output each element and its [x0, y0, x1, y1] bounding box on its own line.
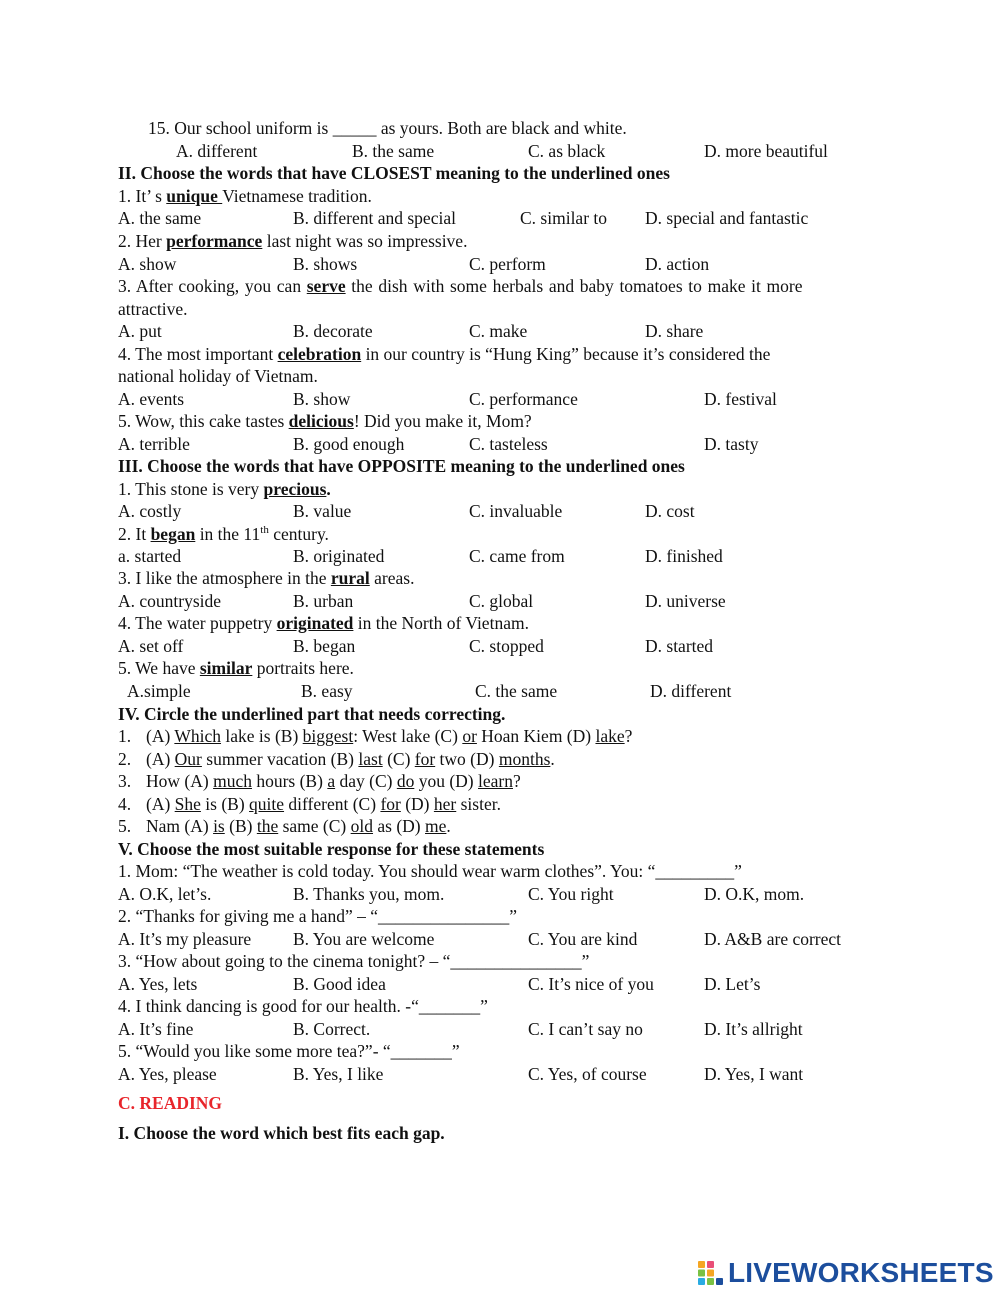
s4-q2-part-b[interactable]: last: [358, 749, 383, 769]
s3-q4-option-c[interactable]: C. stopped: [469, 636, 544, 656]
s5-q4-option-b[interactable]: B. Correct.: [293, 1019, 371, 1039]
s2-q1-stem: 1. It’ s unique Vietnamese tradition.: [118, 186, 372, 206]
s2-q1-option-a[interactable]: A. the same: [118, 208, 202, 228]
s4-q4-part-c[interactable]: for: [380, 794, 401, 814]
s2-q3-underlined-word: serve: [306, 276, 346, 296]
q15-option-b[interactable]: B. the same: [352, 141, 435, 161]
s2-q3-stem: 3. After cooking, you can serve the dish with some herbals and baby tomatoes to make it more: [118, 276, 803, 296]
s3-q1-stem: 1. This stone is very precious.: [118, 479, 331, 499]
q15-option-d[interactable]: D. more beautiful: [704, 141, 828, 161]
s5-q3-option-a[interactable]: A. Yes, lets: [118, 974, 198, 994]
s2-q2-option-d[interactable]: D. action: [645, 254, 710, 274]
s5-q1-option-a[interactable]: A. O.K, let’s.: [118, 884, 212, 904]
s5-q3-stem: 3. “How about going to the cinema tonight? – “_______________”: [118, 951, 590, 971]
s4-q5-sentence: 5. Nam (A) is (B) the same (C) old as (D) me.: [118, 816, 451, 836]
s4-q4-sentence: 4. (A) She is (B) quite different (C) for (D) her sister.: [118, 794, 501, 814]
s5-q2-option-a[interactable]: A. It’s my pleasure: [118, 929, 252, 949]
q15-option-c[interactable]: C. as black: [528, 141, 606, 161]
s4-q5-part-d[interactable]: me: [425, 816, 447, 836]
s2-q5-option-b[interactable]: B. good enough: [293, 434, 405, 454]
s3-q3-option-c[interactable]: C. global: [469, 591, 534, 611]
s4-q2-part-a[interactable]: Our: [174, 749, 202, 769]
q15-option-a[interactable]: A. different: [176, 141, 258, 161]
liveworksheets-logo: [697, 1258, 994, 1288]
s3-q4-underlined-word: originated: [276, 613, 354, 633]
s4-q3-sentence: 3. How (A) much hours (B) a day (C) do you (D) learn?: [118, 771, 521, 791]
s3-q4-stem: 4. The water puppetry originated in the North of Vietnam.: [118, 613, 529, 633]
s2-q4-option-a[interactable]: A. events: [118, 389, 185, 409]
s5-q2-option-c[interactable]: C. You are kind: [528, 929, 638, 949]
s5-q1-stem: 1. Mom: “The weather is cold today. You should wear warm clothes”. You: “_________”: [118, 861, 742, 881]
s5-q3-option-d[interactable]: D. Let’s: [704, 974, 761, 994]
s2-q4-stem-continued: national holiday of Vietnam.: [118, 366, 318, 386]
s2-q2-option-b[interactable]: B. shows: [293, 254, 358, 274]
s4-q1-sentence: 1. (A) Which lake is (B) biggest: West lake (C) or Hoan Kiem (D) lake?: [118, 726, 633, 746]
s2-q4-stem: 4. The most important celebration in our country is “Hung King” because it’s considered the: [118, 344, 771, 364]
s3-q3-underlined-word: rural: [330, 568, 370, 588]
s5-q4-option-a[interactable]: A. It’s fine: [118, 1019, 194, 1039]
s2-q5-option-a[interactable]: A. terrible: [118, 434, 190, 454]
s3-q1-underlined-word: precious: [263, 479, 327, 499]
s2-q1-underlined-word: unique: [166, 186, 223, 206]
s5-q3-option-c[interactable]: C. It’s nice of you: [528, 974, 654, 994]
s3-q2-underlined-word: began: [150, 524, 196, 544]
s3-q1-option-d[interactable]: D. cost: [645, 501, 695, 521]
s2-q2-option-a[interactable]: A. show: [118, 254, 177, 274]
s5-q1-option-d[interactable]: D. O.K, mom.: [704, 884, 805, 904]
s3-q1-option-a[interactable]: A. costly: [118, 501, 182, 521]
s2-q4-option-d[interactable]: D. festival: [704, 389, 777, 409]
s3-q2-option-a[interactable]: a. started: [118, 546, 182, 566]
s2-q1-option-d[interactable]: D. special and fantastic: [645, 208, 809, 228]
s2-q4-option-b[interactable]: B. show: [293, 389, 351, 409]
section-5-heading: V. Choose the most suitable response for these statements: [118, 839, 545, 859]
s5-q5-option-d[interactable]: D. Yes, I want: [704, 1064, 804, 1084]
s4-q3-part-b[interactable]: a: [327, 771, 336, 791]
s5-q4-option-c[interactable]: C. I can’t say no: [528, 1019, 643, 1039]
s4-q3-part-a[interactable]: much: [213, 771, 252, 791]
s3-q5-option-d[interactable]: D. different: [650, 681, 732, 701]
s2-q3-option-d[interactable]: D. share: [645, 321, 704, 341]
s5-q2-option-d[interactable]: D. A&B are correct: [704, 929, 842, 949]
s5-q2-stem: 2. “Thanks for giving me a hand” – “_______________”: [118, 906, 518, 926]
s3-q3-stem: 3. I like the atmosphere in the rural areas.: [118, 568, 415, 588]
s4-q4-part-b[interactable]: quite: [249, 794, 285, 814]
s5-q5-option-c[interactable]: C. Yes, of course: [528, 1064, 647, 1084]
s3-q3-option-d[interactable]: D. universe: [645, 591, 726, 611]
s4-q3-part-c[interactable]: do: [396, 771, 415, 791]
reading-instruction: I. Choose the word which best fits each gap.: [118, 1123, 445, 1143]
s4-q1-part-b[interactable]: biggest: [302, 726, 354, 746]
s3-q2-stem: 2. It began in the 11th century.: [118, 524, 329, 544]
s3-q5-option-c[interactable]: C. the same: [475, 681, 558, 701]
s4-q4-part-d[interactable]: her: [433, 794, 457, 814]
q15-stem: 15. Our school uniform is _____ as yours. Both are black and white.: [148, 118, 627, 138]
s4-q1-part-c[interactable]: or: [462, 726, 477, 746]
s5-q3-option-b[interactable]: B. Good idea: [293, 974, 386, 994]
s3-q4-option-a[interactable]: A. set off: [118, 636, 184, 656]
s4-q3-part-d[interactable]: learn: [478, 771, 513, 791]
s5-q4-option-d[interactable]: D. It’s allright: [704, 1019, 803, 1039]
s2-q3-option-c[interactable]: C. make: [469, 321, 528, 341]
s4-q2-part-c[interactable]: for: [414, 749, 436, 769]
s3-q5-option-a[interactable]: A.simple: [127, 681, 191, 701]
s5-q5-option-a[interactable]: A. Yes, please: [118, 1064, 217, 1084]
liveworksheets-logo-text: LIVEWORKSHEETS: [728, 1257, 994, 1288]
s2-q1-option-b[interactable]: B. different and special: [293, 208, 456, 228]
s2-q3-stem-continued: attractive.: [118, 299, 188, 319]
s3-q5-stem: 5. We have similar portraits here.: [118, 658, 354, 678]
s2-q1-option-c[interactable]: C. similar to: [520, 208, 608, 228]
s2-q2-stem: 2. Her performance last night was so impressive.: [118, 231, 468, 251]
s3-q5-underlined-word: similar: [199, 658, 253, 678]
s5-q4-stem: 4. I think dancing is good for our health. -“_______”: [118, 996, 488, 1016]
s5-q2-option-b[interactable]: B. You are welcome: [293, 929, 435, 949]
s3-q2-option-b[interactable]: B. originated: [293, 546, 385, 566]
s3-q4-option-b[interactable]: B. began: [293, 636, 356, 656]
s2-q2-underlined-word: performance: [166, 231, 263, 251]
s4-q5-part-a[interactable]: is: [213, 816, 225, 836]
s4-q5-part-c[interactable]: old: [350, 816, 374, 836]
s2-q5-underlined-word: delicious: [288, 411, 354, 431]
reading-heading: C. READING: [118, 1093, 223, 1113]
s5-q5-stem: 5. “Would you like some more tea?”- “_______”: [118, 1041, 460, 1061]
s2-q5-option-c[interactable]: C. tasteless: [469, 434, 548, 454]
s2-q3-option-b[interactable]: B. decorate: [293, 321, 373, 341]
s2-q3-option-a[interactable]: A. put: [118, 321, 162, 341]
s4-q2-part-d[interactable]: months: [498, 749, 551, 769]
s3-q2-option-d[interactable]: D. finished: [645, 546, 723, 566]
s2-q5-option-d[interactable]: D. tasty: [704, 434, 759, 454]
s3-q5-option-b[interactable]: B. easy: [301, 681, 353, 701]
s3-q3-option-b[interactable]: B. urban: [293, 591, 354, 611]
s5-q5-option-b[interactable]: B. Yes, I like: [293, 1064, 384, 1084]
s3-q2-option-c[interactable]: C. came from: [469, 546, 565, 566]
s4-q4-part-a[interactable]: She: [174, 794, 201, 814]
section-3-heading: III. Choose the words that have OPPOSITE meaning to the underlined ones: [118, 456, 685, 476]
section-4-heading: IV. Circle the underlined part that needs correcting.: [118, 704, 506, 724]
s5-q1-option-b[interactable]: B. Thanks you, mom.: [293, 884, 445, 904]
s4-q5-part-b[interactable]: the: [256, 816, 279, 836]
s4-q2-sentence: 2. (A) Our summer vacation (B) last (C) for two (D) months.: [118, 749, 555, 769]
section-2-heading: II. Choose the words that have CLOSEST meaning to the underlined ones: [118, 163, 670, 183]
liveworksheets-logo-icon: [697, 1259, 725, 1287]
s2-q4-underlined-word: celebration: [277, 344, 362, 364]
s5-q1-option-c[interactable]: C. You right: [528, 884, 614, 904]
s2-q2-option-c[interactable]: C. perform: [469, 254, 546, 274]
s3-q1-option-c[interactable]: C. invaluable: [469, 501, 563, 521]
s4-q1-part-a[interactable]: Which: [174, 726, 222, 746]
s3-q3-option-a[interactable]: A. countryside: [118, 591, 222, 611]
s3-q4-option-d[interactable]: D. started: [645, 636, 714, 656]
s2-q5-stem: 5. Wow, this cake tastes delicious! Did you make it, Mom?: [118, 411, 532, 431]
s3-q1-option-b[interactable]: B. value: [293, 501, 352, 521]
s4-q1-part-d[interactable]: lake: [595, 726, 625, 746]
s2-q4-option-c[interactable]: C. performance: [469, 389, 578, 409]
